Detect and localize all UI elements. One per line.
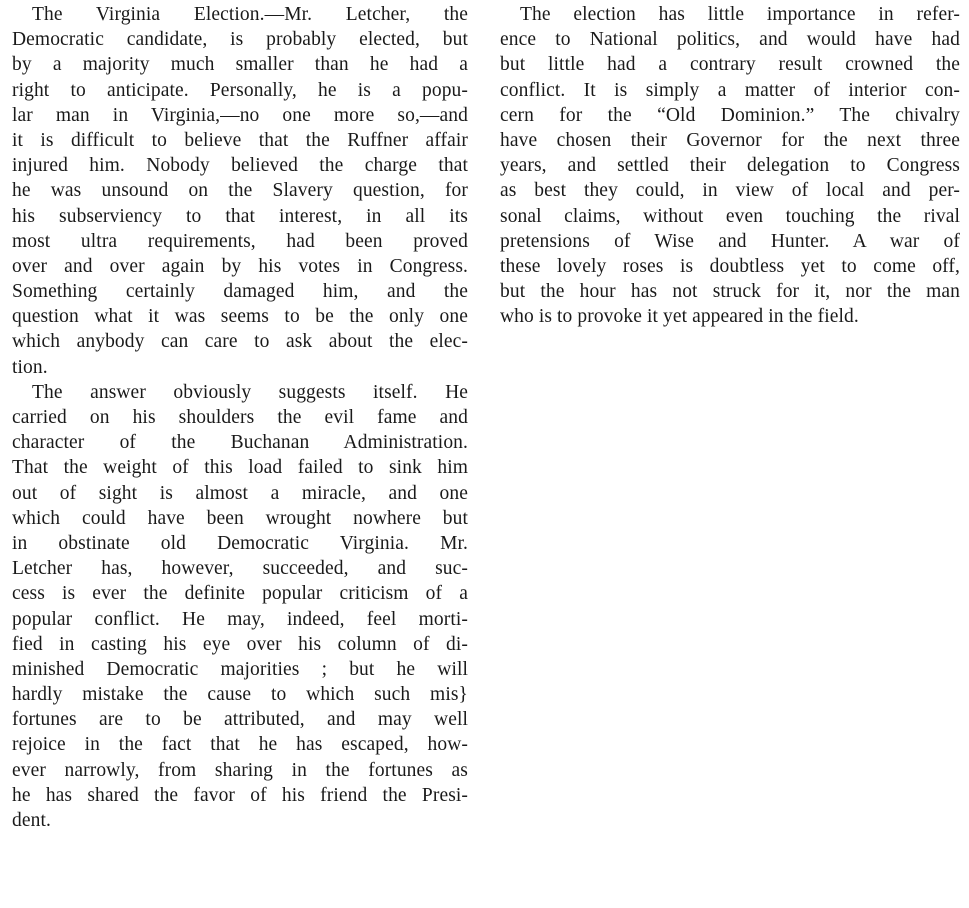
text-line: rejoice in the fact that he has escaped, how-: [12, 734, 468, 756]
text-line: lar man in Virginia,—no one more so,—and: [12, 104, 468, 126]
text-line: Democratic candidate, is probably elected, but: [12, 29, 468, 51]
text-line: who is to provoke it yet appeared in the field.: [500, 306, 859, 328]
text-line: pretensions of Wise and Hunter. A war of: [500, 230, 960, 252]
text-line: his subserviency to that interest, in all its: [12, 205, 468, 227]
text-line: tion.: [12, 356, 48, 378]
text-line: fied in casting his eye over his column of di-: [12, 633, 468, 655]
text-line: it is difficult to believe that the Ruffner affair: [12, 129, 468, 151]
text-line: but little had a contrary result crowned the: [500, 54, 960, 76]
left-column: [12, 2, 468, 833]
text-line: most ultra requirements, had been proved: [12, 230, 468, 252]
text-line: minished Democratic majorities ; but he will: [12, 658, 468, 680]
text-line: in obstinate old Democratic Virginia. Mr.: [12, 532, 468, 554]
text-line: dent.: [12, 810, 51, 831]
text-line: injured him. Nobody believed the charge that: [12, 155, 468, 177]
text-line: he was unsound on the Slavery question, for: [12, 180, 468, 202]
text-line: but the hour has not struck for it, nor the man: [500, 281, 960, 303]
text-line: The election has little importance in refer-: [520, 4, 960, 25]
text-line: years, and settled their delegation to Congress: [500, 155, 960, 177]
text-line: he has shared the favor of his friend the Presi-: [12, 784, 468, 806]
text-line: cern for the “Old Dominion.” The chivalry: [500, 104, 960, 126]
text-line: Something certainly damaged him, and the: [12, 281, 468, 303]
text-line: popular conflict. He may, indeed, feel morti-: [12, 608, 468, 630]
text-line: character of the Buchanan Administration.: [12, 432, 468, 454]
text-line: out of sight is almost a miracle, and one: [12, 482, 468, 504]
text-line: have chosen their Governor for the next three: [500, 129, 960, 151]
text-line: right to anticipate. Personally, he is a popu-: [12, 79, 468, 101]
text-line: by a majority much smaller than he had a: [12, 54, 468, 76]
text-line: as best they could, in view of local and per-: [500, 180, 960, 202]
text-line: cess is ever the definite popular criticism of a: [12, 583, 468, 605]
text-line: ence to National politics, and would have had: [500, 29, 960, 51]
text-line: fortunes are to be attributed, and may well: [12, 709, 468, 731]
text-line: The Virginia Election.—Mr. Letcher, the: [32, 4, 468, 25]
text-line: conflict. It is simply a matter of interior con-: [500, 79, 960, 101]
text-line: sonal claims, without even touching the rival: [500, 205, 960, 227]
right-column: [500, 2, 960, 329]
text-line: which could have been wrought nowhere but: [12, 507, 468, 529]
text-line: over and over again by his votes in Congress.: [12, 255, 468, 277]
text-line: these lovely roses is doubtless yet to come off,: [500, 255, 960, 277]
text-line: The answer obviously suggests itself. He: [32, 381, 468, 403]
text-line: Letcher has, however, succeeded, and suc-: [12, 558, 468, 580]
text-line: carried on his shoulders the evil fame and: [12, 407, 468, 428]
text-line: question what it was seems to be the only one: [12, 306, 468, 328]
text-line: That the weight of this load failed to sink him: [12, 457, 468, 479]
text-line: which anybody can care to ask about the elec-: [12, 331, 468, 353]
text-line: hardly mistake the cause to which such mis}: [12, 684, 468, 706]
text-line: ever narrowly, from sharing in the fortunes as: [12, 759, 468, 781]
